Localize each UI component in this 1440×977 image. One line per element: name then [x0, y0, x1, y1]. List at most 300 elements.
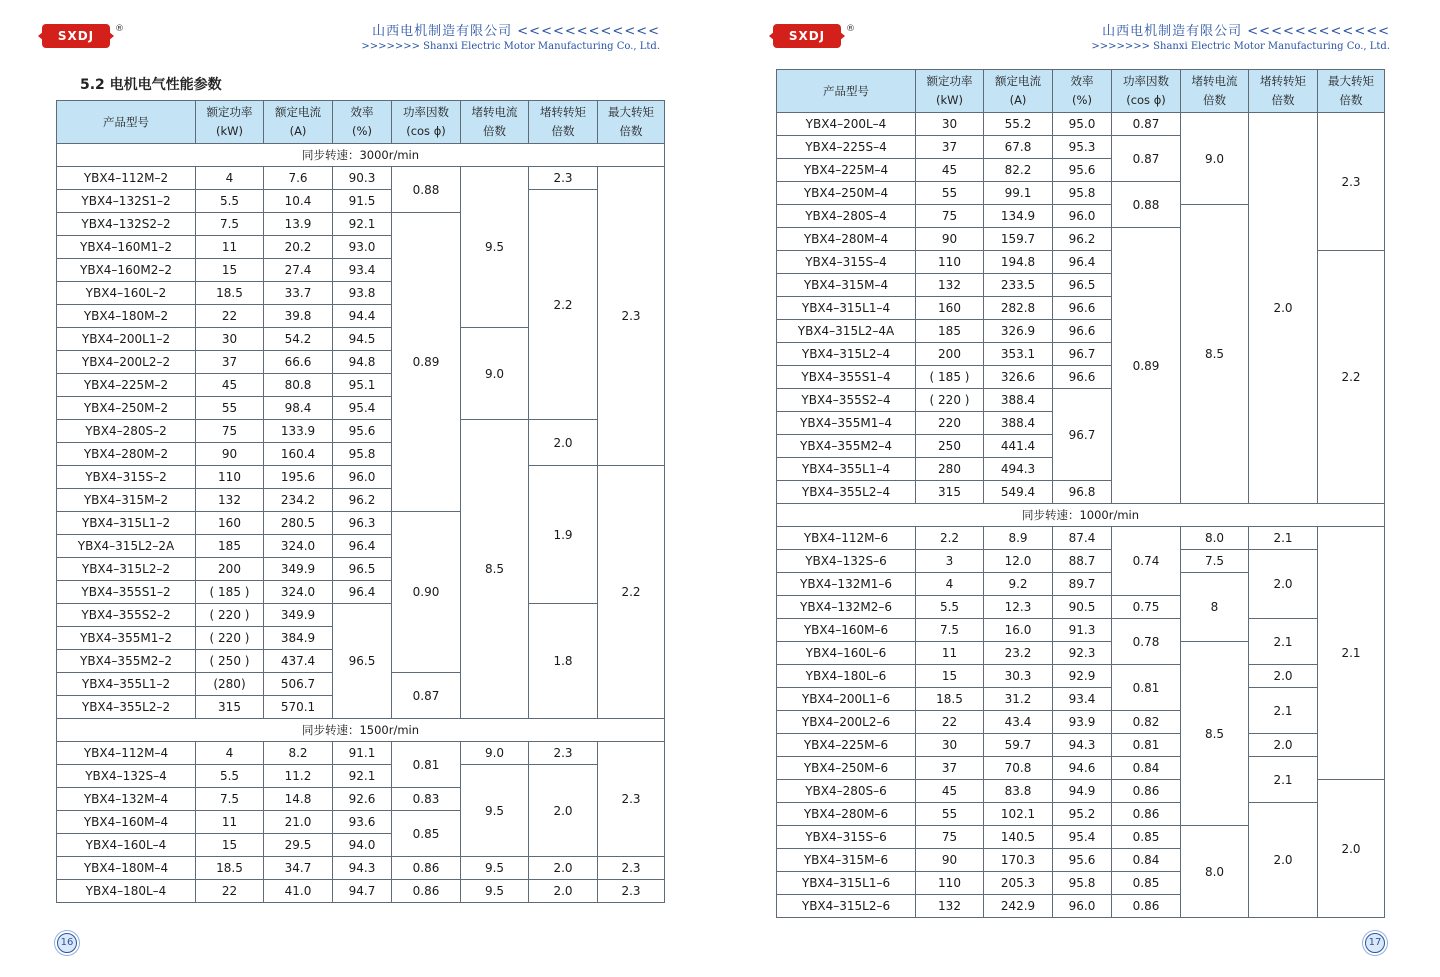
table-cell: 506.7 — [264, 673, 333, 696]
table-cell: 30 — [916, 734, 984, 757]
col-header-power-factor — [1112, 70, 1181, 113]
table-cell: 18.5 — [916, 688, 984, 711]
header-text: 额定功率 — [206, 105, 253, 119]
table-cell: 93.8 — [333, 282, 392, 305]
table-cell: 70.8 — [984, 757, 1053, 780]
table-cell: 22 — [916, 711, 984, 734]
table-cell: 2.3 — [598, 857, 665, 880]
table-cell: 94.5 — [333, 328, 392, 351]
table-cell: 93.0 — [333, 236, 392, 259]
table-cell: 234.2 — [264, 489, 333, 512]
locked-rotor-torque-cell: 2.0 — [1249, 803, 1318, 918]
locked-rotor-current-cell: 8.5 — [1181, 642, 1249, 826]
table-cell: 220 — [916, 412, 984, 435]
table-cell: 20.2 — [264, 236, 333, 259]
table-cell: YBX4–200L–4 — [777, 113, 916, 136]
table-cell: 549.4 — [984, 481, 1053, 504]
header-text: (kW) — [215, 124, 243, 138]
table-cell: YBX4–180M–4 — [57, 857, 196, 880]
table-cell: YBX4–112M–6 — [777, 527, 916, 550]
table-cell: 15 — [196, 834, 264, 857]
locked-rotor-torque-cell: 2.0 — [1249, 550, 1318, 619]
table-row — [777, 665, 1385, 688]
table-cell: YBX4–315M–2 — [57, 489, 196, 512]
table-cell: 170.3 — [984, 849, 1053, 872]
logo-text: SXDJ — [788, 29, 826, 43]
table-cell: YBX4–280S–6 — [777, 780, 916, 803]
table-cell: YBX4–250M–2 — [57, 397, 196, 420]
table-cell: 96.3 — [333, 512, 392, 535]
table-row — [57, 880, 665, 903]
table-cell: 132 — [916, 895, 984, 918]
table-cell: 0.81 — [1112, 734, 1181, 757]
table-row — [777, 619, 1385, 642]
table-cell: YBX4–180M–2 — [57, 305, 196, 328]
table-cell: 89.7 — [1053, 573, 1112, 596]
table-cell: 5.5 — [196, 765, 264, 788]
table-cell: YBX4–315L2–6 — [777, 895, 916, 918]
company-logo — [42, 24, 110, 48]
company-name-cn: 山西电机制造有限公司 <<<<<<<<<<<< — [372, 24, 660, 39]
col-header-max-torque — [598, 101, 665, 144]
table-cell: 10.4 — [264, 190, 333, 213]
table-cell: 185 — [196, 535, 264, 558]
table-cell: 200 — [196, 558, 264, 581]
table-cell: 93.4 — [1053, 688, 1112, 711]
table-cell: 0.85 — [1112, 872, 1181, 895]
col-header-model: 产品型号 — [57, 101, 196, 144]
table-cell: 91.3 — [1053, 619, 1112, 642]
locked-rotor-current-cell: 7.5 — [1181, 550, 1249, 573]
table-cell: 194.8 — [984, 251, 1053, 274]
locked-rotor-torque-cell: 2.3 — [529, 167, 598, 190]
table-cell: YBX4–132M–4 — [57, 788, 196, 811]
locked-rotor-current-cell: 8.5 — [1181, 205, 1249, 504]
table-cell: 88.7 — [1053, 550, 1112, 573]
table-cell: 45 — [916, 780, 984, 803]
table-cell: 75 — [916, 205, 984, 228]
table-cell: 2.0 — [529, 880, 598, 903]
table-cell: 18.5 — [196, 857, 264, 880]
locked-rotor-current-cell: 9.0 — [1181, 113, 1249, 205]
table-cell: YBX4–250M–6 — [777, 757, 916, 780]
header-text: (%) — [1072, 93, 1092, 107]
table-cell: YBX4–315S–2 — [57, 466, 196, 489]
table-cell: 4 — [196, 167, 264, 190]
table-cell: 96.6 — [1053, 320, 1112, 343]
header-text: 功率因数 — [403, 105, 449, 119]
table-row — [57, 190, 665, 213]
table-cell: 159.7 — [984, 228, 1053, 251]
table-row — [777, 113, 1385, 136]
company-name-cn: 山西电机制造有限公司 <<<<<<<<<<<< — [1102, 24, 1390, 39]
table-cell: 96.5 — [1053, 274, 1112, 297]
table-cell: YBX4–180L–4 — [57, 880, 196, 903]
locked-rotor-torque-cell: 1.9 — [529, 466, 598, 604]
table-cell: 87.4 — [1053, 527, 1112, 550]
col-header-power — [916, 70, 984, 113]
table-cell: YBX4–225S–4 — [777, 136, 916, 159]
table-cell: 324.0 — [264, 535, 333, 558]
table-cell: YBX4–280S–2 — [57, 420, 196, 443]
col-header-locked-rotor-current — [461, 101, 529, 144]
table-cell: YBX4–315S–6 — [777, 826, 916, 849]
table-cell: 110 — [916, 872, 984, 895]
header-text: 倍数 — [1203, 93, 1226, 107]
table-cell: YBX4–200L2–2 — [57, 351, 196, 374]
table-cell: 45 — [916, 159, 984, 182]
table-cell: 96.0 — [1053, 895, 1112, 918]
header-text: 倍数 — [551, 124, 575, 138]
header-text: 效率 — [350, 105, 374, 119]
table-cell: YBX4–225M–4 — [777, 159, 916, 182]
locked-rotor-torque-cell: 2.3 — [529, 742, 598, 765]
table-cell: YBX4–132S–4 — [57, 765, 196, 788]
table-cell: 9.2 — [984, 573, 1053, 596]
table-cell: YBX4–250M–4 — [777, 182, 916, 205]
col-header-efficiency — [1053, 70, 1112, 113]
table-cell: 31.2 — [984, 688, 1053, 711]
table-cell: YBX4–280M–4 — [777, 228, 916, 251]
table-cell: 2.0 — [529, 857, 598, 880]
table-row — [777, 734, 1385, 757]
locked-rotor-current-cell: 8.0 — [1181, 826, 1249, 918]
table-cell: 160 — [916, 297, 984, 320]
locked-rotor-current-cell: 9.0 — [461, 742, 529, 765]
header-text: (A) — [289, 124, 307, 138]
table-cell: 3 — [916, 550, 984, 573]
table-cell: 11.2 — [264, 765, 333, 788]
table-cell: 21.0 — [264, 811, 333, 834]
header-text: 倍数 — [1339, 93, 1363, 107]
table-cell: YBX4–112M–2 — [57, 167, 196, 190]
power-factor-cell: 0.85 — [392, 811, 461, 857]
header-text: 堵转转矩 — [1260, 74, 1306, 88]
locked-rotor-current-cell: 8 — [1181, 573, 1249, 642]
table-cell: 37 — [196, 351, 264, 374]
col-header-power — [196, 101, 264, 144]
power-factor-cell: 0.87 — [392, 673, 461, 719]
header-text: 堵转电流 — [1191, 74, 1238, 88]
table-cell: 0.86 — [392, 880, 461, 903]
table-cell: 83.8 — [984, 780, 1053, 803]
table-cell: 96.6 — [1053, 297, 1112, 320]
table-cell: 92.1 — [333, 213, 392, 236]
table-cell: YBX4–160L–4 — [57, 834, 196, 857]
table-cell: 95.3 — [1053, 136, 1112, 159]
table-cell: 326.9 — [984, 320, 1053, 343]
max-torque-cell: 2.2 — [1318, 251, 1385, 504]
table-cell: 132 — [916, 274, 984, 297]
table-cell: YBX4–132S1–2 — [57, 190, 196, 213]
table-cell: 384.9 — [264, 627, 333, 650]
table-row — [777, 757, 1385, 780]
table-row — [57, 167, 665, 190]
table-cell: YBX4–315L2–2 — [57, 558, 196, 581]
table-cell: YBX4–355L2–2 — [57, 696, 196, 719]
table-cell: 91.1 — [333, 742, 392, 765]
power-factor-cell: 0.87 — [1112, 136, 1181, 182]
table-cell: 43.4 — [984, 711, 1053, 734]
header-text: (cos ϕ) — [406, 124, 446, 138]
page-number-left: 16 — [57, 933, 77, 953]
table-cell: 11 — [916, 642, 984, 665]
table-cell: 315 — [916, 481, 984, 504]
table-cell: 185 — [916, 320, 984, 343]
header-text: 最大转矩 — [608, 105, 654, 119]
locked-rotor-torque-cell: 2.1 — [1249, 619, 1318, 665]
power-factor-cell: 0.81 — [392, 742, 461, 788]
table-cell: 30 — [196, 328, 264, 351]
table-cell: 349.9 — [264, 604, 333, 627]
table-cell: 59.7 — [984, 734, 1053, 757]
table-cell: 55.2 — [984, 113, 1053, 136]
table-cell: 353.1 — [984, 343, 1053, 366]
col-header-locked-rotor-current — [1181, 70, 1249, 113]
max-torque-cell: 2.3 — [598, 742, 665, 857]
header-text: (A) — [1009, 93, 1027, 107]
table-cell: 0.75 — [1112, 596, 1181, 619]
table-cell: YBX4–315L1–6 — [777, 872, 916, 895]
efficiency-cell: 96.5 — [333, 604, 392, 719]
table-header-row — [777, 70, 1385, 113]
table-cell: 96.8 — [1053, 481, 1112, 504]
table-cell: 98.4 — [264, 397, 333, 420]
table-cell: 11 — [196, 236, 264, 259]
table-row — [57, 765, 665, 788]
table-cell: 94.0 — [333, 834, 392, 857]
table-cell: 8.2 — [264, 742, 333, 765]
col-header-current — [984, 70, 1053, 113]
table-cell: 8.9 — [984, 527, 1053, 550]
table-cell: 0.86 — [392, 857, 461, 880]
table-row — [777, 803, 1385, 826]
table-cell: 326.6 — [984, 366, 1053, 389]
table-cell: ( 220 ) — [916, 389, 984, 412]
table-cell: 200 — [916, 343, 984, 366]
table-cell: YBX4–355L1–4 — [777, 458, 916, 481]
header-text: 最大转矩 — [1328, 74, 1374, 88]
table-cell: 280 — [916, 458, 984, 481]
section-title: 5.2 电机电气性能参数 — [80, 77, 222, 93]
table-cell: YBX4–132S2–2 — [57, 213, 196, 236]
header-text: 倍数 — [483, 124, 506, 138]
table-cell: 95.8 — [333, 443, 392, 466]
table-cell: 95.0 — [1053, 113, 1112, 136]
table-cell: YBX4–355M1–4 — [777, 412, 916, 435]
table-cell: 7.6 — [264, 167, 333, 190]
table-cell: 80.8 — [264, 374, 333, 397]
table-cell: 16.0 — [984, 619, 1053, 642]
logo-text: SXDJ — [57, 29, 95, 43]
table-cell: YBX4–160L–6 — [777, 642, 916, 665]
table-cell: 2.2 — [916, 527, 984, 550]
max-torque-cell: 2.3 — [598, 167, 665, 466]
table-cell: 27.4 — [264, 259, 333, 282]
table-cell: YBX4–112M–4 — [57, 742, 196, 765]
table-cell: 0.86 — [1112, 895, 1181, 918]
power-factor-cell: 0.78 — [1112, 619, 1181, 665]
table-cell: 22 — [196, 880, 264, 903]
company-name-header — [1060, 24, 1390, 53]
table-row — [57, 742, 665, 765]
table-cell: 37 — [916, 757, 984, 780]
max-torque-cell: 2.3 — [1318, 113, 1385, 251]
page-number-right: 17 — [1365, 933, 1385, 953]
table-cell: 160 — [196, 512, 264, 535]
header-text: 额定电流 — [275, 105, 321, 119]
speed-row-1000: 同步转速：1000r/min — [777, 504, 1385, 527]
table-cell: 93.4 — [333, 259, 392, 282]
table-cell: ( 220 ) — [196, 604, 264, 627]
table-cell: 133.9 — [264, 420, 333, 443]
table-cell: 94.4 — [333, 305, 392, 328]
speed-row-1500: 同步转速：1500r/min — [57, 719, 665, 742]
table-cell: 95.4 — [1053, 826, 1112, 849]
table-cell: YBX4–315L1–4 — [777, 297, 916, 320]
efficiency-cell: 96.7 — [1053, 389, 1112, 481]
max-torque-cell: 2.2 — [598, 466, 665, 719]
table-cell: 494.3 — [984, 458, 1053, 481]
table-row — [777, 527, 1385, 550]
table-cell: 0.84 — [1112, 849, 1181, 872]
locked-rotor-torque-cell: 2.1 — [1249, 757, 1318, 803]
table-cell: YBX4–180L–6 — [777, 665, 916, 688]
table-cell: 140.5 — [984, 826, 1053, 849]
company-name-header — [330, 24, 660, 53]
table-cell: YBX4–315L2–4A — [777, 320, 916, 343]
table-cell: 34.7 — [264, 857, 333, 880]
table-row — [57, 857, 665, 880]
table-cell: 0.82 — [1112, 711, 1181, 734]
table-cell: 7.5 — [916, 619, 984, 642]
table-cell: 570.1 — [264, 696, 333, 719]
table-cell: YBX4–160M–4 — [57, 811, 196, 834]
header-text: 倍数 — [1271, 93, 1295, 107]
table-cell: 94.3 — [1053, 734, 1112, 757]
header-text: 功率因数 — [1123, 74, 1169, 88]
header-text: 效率 — [1070, 74, 1094, 88]
table-cell: YBX4–280M–2 — [57, 443, 196, 466]
table-cell: 9.5 — [461, 880, 529, 903]
table-cell: YBX4–200L1–6 — [777, 688, 916, 711]
table-cell: 93.9 — [1053, 711, 1112, 734]
table-cell: 134.9 — [984, 205, 1053, 228]
table-cell: 324.0 — [264, 581, 333, 604]
table-cell: 242.9 — [984, 895, 1053, 918]
table-cell: 39.8 — [264, 305, 333, 328]
table-cell: YBX4–225M–2 — [57, 374, 196, 397]
table-cell: YBX4–160M2–2 — [57, 259, 196, 282]
table-cell: 95.8 — [1053, 182, 1112, 205]
table-cell: YBX4–315L2–2A — [57, 535, 196, 558]
table-cell: 92.6 — [333, 788, 392, 811]
table-cell: YBX4–160M1–2 — [57, 236, 196, 259]
table-cell: YBX4–225M–6 — [777, 734, 916, 757]
table-cell: YBX4–315M–4 — [777, 274, 916, 297]
table-cell: YBX4–355S1–4 — [777, 366, 916, 389]
table-cell: 41.0 — [264, 880, 333, 903]
registered-mark: ® — [846, 24, 855, 34]
header-text: 额定电流 — [995, 74, 1041, 88]
table-cell: YBX4–200L2–6 — [777, 711, 916, 734]
table-cell: 95.6 — [1053, 849, 1112, 872]
table-cell: 75 — [916, 826, 984, 849]
table-cell: 12.3 — [984, 596, 1053, 619]
table-cell: 22 — [196, 305, 264, 328]
table-row — [57, 466, 665, 489]
table-cell: 11 — [196, 811, 264, 834]
locked-rotor-torque-cell: 2.1 — [1249, 688, 1318, 734]
table-cell: 388.4 — [984, 412, 1053, 435]
table-cell: 96.0 — [333, 466, 392, 489]
table-cell: 95.2 — [1053, 803, 1112, 826]
table-cell: 94.6 — [1053, 757, 1112, 780]
locked-rotor-torque-cell: 2.0 — [1249, 734, 1318, 757]
table-cell: YBX4–160L–2 — [57, 282, 196, 305]
locked-rotor-torque-cell: 2.0 — [529, 765, 598, 857]
table-cell: 0.84 — [1112, 757, 1181, 780]
table-cell: YBX4–315S–4 — [777, 251, 916, 274]
table-cell: 94.3 — [333, 857, 392, 880]
table-cell: 2.3 — [598, 880, 665, 903]
table-cell: 233.5 — [984, 274, 1053, 297]
header-text: 堵转电流 — [471, 105, 518, 119]
table-cell: YBX4–355S2–2 — [57, 604, 196, 627]
table-cell: 4 — [196, 742, 264, 765]
table-cell: 95.6 — [1053, 159, 1112, 182]
table-cell: 18.5 — [196, 282, 264, 305]
table-cell: 96.6 — [1053, 366, 1112, 389]
right-page — [720, 0, 1440, 977]
table-cell: 9.5 — [461, 857, 529, 880]
header-text: 堵转转矩 — [540, 105, 586, 119]
table-cell: ( 185 ) — [916, 366, 984, 389]
table-cell: 95.8 — [1053, 872, 1112, 895]
table-cell: 54.2 — [264, 328, 333, 351]
table-cell: 5.5 — [916, 596, 984, 619]
table-cell: 94.9 — [1053, 780, 1112, 803]
header-text: (%) — [352, 124, 372, 138]
table-cell: 92.9 — [1053, 665, 1112, 688]
table-cell: YBX4–355M2–2 — [57, 650, 196, 673]
table-cell: 110 — [916, 251, 984, 274]
table-cell: YBX4–200L1–2 — [57, 328, 196, 351]
table-cell: 195.6 — [264, 466, 333, 489]
table-cell: 55 — [916, 803, 984, 826]
locked-rotor-torque-cell: 2.1 — [1249, 527, 1318, 550]
col-header-model: 产品型号 — [777, 70, 916, 113]
col-header-locked-rotor-torque — [529, 101, 598, 144]
table-cell: 315 — [196, 696, 264, 719]
table-cell: YBX4–315L1–2 — [57, 512, 196, 535]
table-cell: 29.5 — [264, 834, 333, 857]
col-header-max-torque — [1318, 70, 1385, 113]
table-cell: 90 — [916, 849, 984, 872]
table-cell: ( 185 ) — [196, 581, 264, 604]
table-cell: 45 — [196, 374, 264, 397]
table-cell: 30 — [916, 113, 984, 136]
table-cell: 110 — [196, 466, 264, 489]
table-cell: YBX4–355S1–2 — [57, 581, 196, 604]
col-header-efficiency — [333, 101, 392, 144]
col-header-current — [264, 101, 333, 144]
table-cell: YBX4–355M2–4 — [777, 435, 916, 458]
table-cell: 66.6 — [264, 351, 333, 374]
table-cell: 55 — [196, 397, 264, 420]
table-cell: 90 — [916, 228, 984, 251]
table-cell: 92.3 — [1053, 642, 1112, 665]
